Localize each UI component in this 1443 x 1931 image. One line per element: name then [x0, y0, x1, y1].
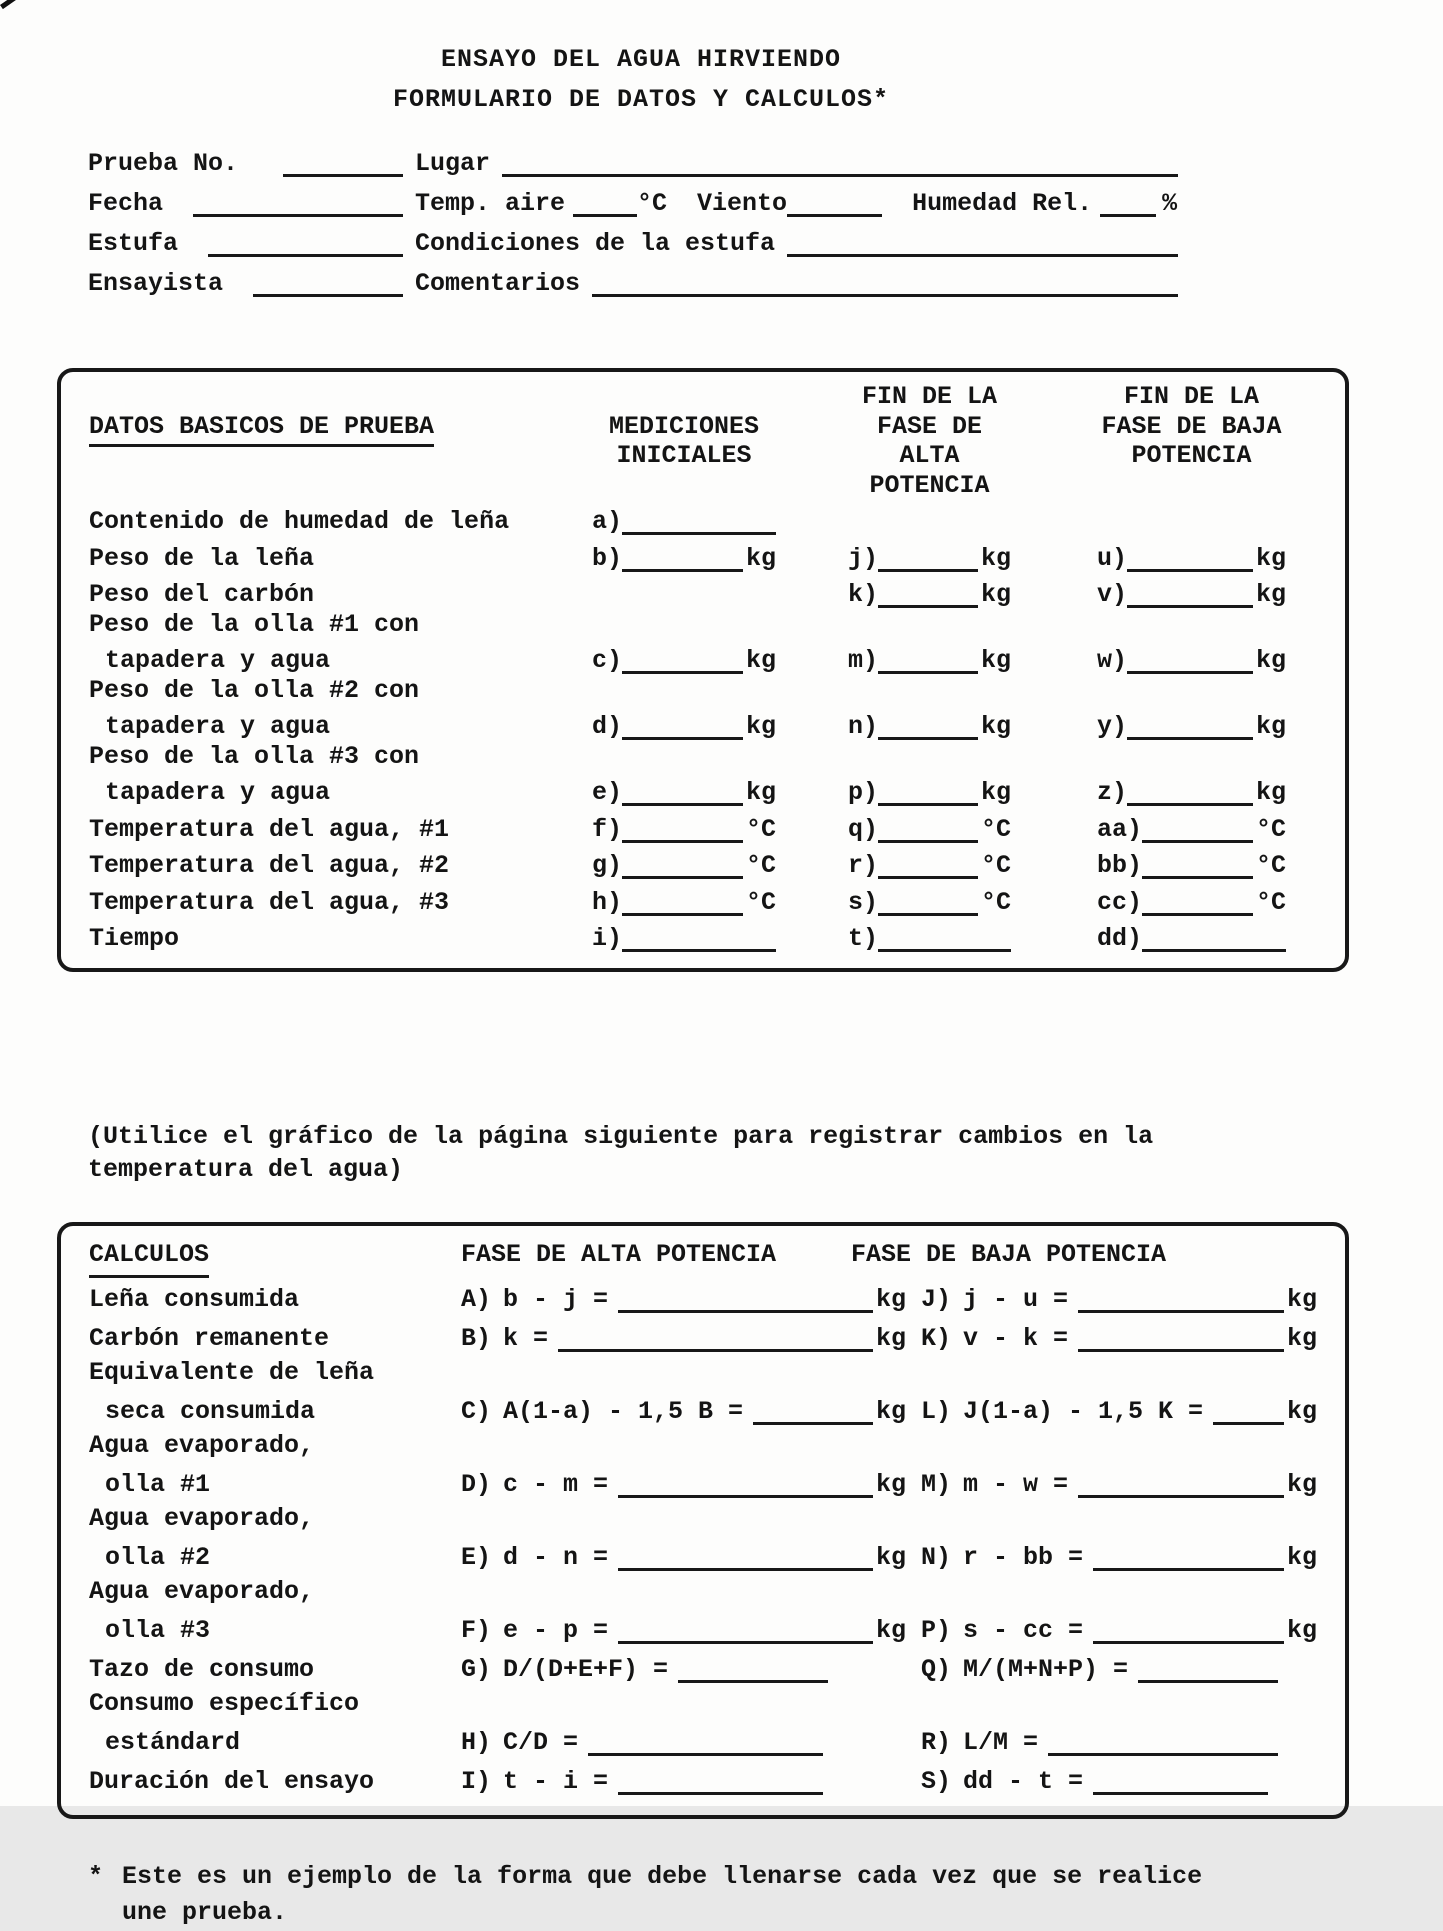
calc-tag: I) [461, 1766, 492, 1796]
header-row-1 [0, 142, 1178, 182]
calc-row [89, 1648, 1317, 1687]
field-unit: kg [745, 543, 776, 573]
field-unit: °C [1255, 887, 1286, 917]
calc-unit: kg [1286, 1323, 1317, 1353]
field-unit: kg [980, 712, 1011, 741]
ensayista-blank[interactable] [253, 269, 403, 297]
comentarios-label: Comentarios [415, 269, 581, 298]
calc-tag: N) [921, 1542, 952, 1572]
fill-in-blank[interactable] [678, 1655, 828, 1683]
field-tag: d) [592, 712, 623, 741]
row-label: Tiempo [89, 924, 180, 953]
graph-note-line2: temperatura del agua) [88, 1154, 404, 1184]
calc-formula: dd - t = [963, 1766, 1084, 1796]
field-tag: g) [592, 851, 623, 880]
fill-in-blank[interactable] [618, 1285, 873, 1313]
calc-tag: E) [461, 1542, 492, 1572]
row-label: Temperatura del agua, #2 [89, 851, 450, 880]
calc-formula: d - n = [503, 1542, 609, 1572]
fill-in-blank[interactable] [622, 507, 776, 535]
calc-row [89, 1317, 1317, 1356]
calculos-box [57, 1222, 1349, 1819]
calc-tag: B) [461, 1323, 492, 1353]
fill-in-blank[interactable] [622, 778, 743, 806]
temp-aire-unit: °C [637, 189, 668, 218]
field-tag: w) [1097, 646, 1128, 675]
header-row-3 [0, 222, 1178, 262]
footnote-line1: Este es un ejemplo de la forma que debe llenarse cada vez que se realice [122, 1861, 1203, 1891]
calc-row [89, 1390, 1317, 1429]
field-tag: p) [848, 778, 879, 807]
header-row-4 [0, 262, 1178, 302]
fill-in-blank[interactable] [1142, 815, 1253, 843]
header-row-2 [0, 182, 1178, 222]
fill-in-blank[interactable] [622, 924, 776, 952]
row-label: Equivalente de leña [89, 1357, 375, 1387]
field-tag: cc) [1097, 887, 1143, 917]
calc-tag: K) [921, 1323, 952, 1353]
calc-tag: D) [461, 1469, 492, 1499]
humedad-label: Humedad Rel. [912, 189, 1093, 218]
calc-formula: L/M = [963, 1727, 1039, 1757]
row-label: Carbón remanente [89, 1323, 330, 1353]
calc-row [89, 1463, 1317, 1502]
table-row [89, 881, 1317, 918]
fill-in-blank[interactable] [558, 1324, 873, 1352]
field-tag: h) [592, 887, 623, 917]
col-alta-line2: FASE DE ALTA [876, 411, 983, 470]
temp-aire-blank[interactable] [573, 189, 637, 217]
field-unit: kg [745, 778, 776, 807]
calc-formula: m - w = [963, 1469, 1069, 1499]
table-row [89, 808, 1317, 845]
humedad-blank[interactable] [1100, 189, 1156, 217]
row-label: seca consumida [105, 1396, 316, 1426]
fill-in-blank[interactable] [878, 851, 978, 879]
calc-tag: P) [921, 1615, 952, 1645]
calc-row [89, 1429, 1317, 1463]
form-title [0, 0, 1282, 120]
col-baja-line1: FIN DE LA [1123, 382, 1260, 411]
footnote-line2: une prueba. [122, 1897, 288, 1927]
table-row [89, 676, 1317, 706]
table-row [89, 537, 1317, 574]
calc-unit: kg [875, 1284, 906, 1314]
field-tag: t) [848, 924, 879, 953]
calc-unit: kg [1286, 1542, 1317, 1572]
calc-tag: R) [921, 1727, 952, 1757]
col-baja-line2: FASE DE BAJA [1101, 411, 1282, 441]
row-label: Agua evaporado, [89, 1503, 315, 1533]
table-row [89, 573, 1317, 610]
calc-col-alta-header: FASE DE ALTA POTENCIA [461, 1239, 777, 1269]
row-label: Peso de la olla #3 con [89, 741, 420, 771]
calc-formula: r - bb = [963, 1542, 1084, 1572]
field-unit: °C [980, 851, 1011, 880]
calc-tag: C) [461, 1396, 492, 1426]
calc-unit: kg [875, 1542, 906, 1572]
field-unit: kg [1255, 543, 1286, 573]
footnote-asterisk: * [88, 1861, 104, 1891]
humedad-unit: % [1162, 189, 1178, 218]
calc-row [89, 1687, 1317, 1721]
fill-in-blank[interactable] [622, 888, 743, 916]
row-label: Peso del carbón [89, 580, 315, 609]
calculos-section-title: CALCULOS [89, 1238, 209, 1278]
calc-formula: A(1-a) - 1,5 B = [503, 1396, 744, 1426]
field-unit: kg [1255, 778, 1286, 807]
field-tag: b) [592, 543, 623, 573]
fill-in-blank[interactable] [622, 544, 743, 572]
graph-note-line1: (Utilice el gráfico de la página siguiente para registrar cambios en la [88, 1121, 1154, 1151]
fill-in-blank[interactable] [878, 646, 978, 674]
field-unit: °C [745, 887, 776, 917]
fill-in-blank[interactable] [1127, 544, 1253, 572]
fill-in-blank[interactable] [588, 1728, 823, 1756]
field-tag: k) [848, 580, 879, 609]
fecha-label: Fecha [88, 189, 164, 218]
row-label: Duración del ensayo [89, 1766, 375, 1796]
fill-in-blank[interactable] [1142, 851, 1253, 879]
fill-in-blank[interactable] [1138, 1655, 1278, 1683]
calc-row [89, 1356, 1317, 1390]
fill-in-blank[interactable] [1093, 1767, 1268, 1795]
fill-in-blank[interactable] [1048, 1728, 1278, 1756]
row-label: Agua evaporado, [89, 1430, 315, 1460]
fill-in-blank[interactable] [1142, 888, 1253, 916]
calc-tag: M) [921, 1469, 952, 1499]
table-row [89, 500, 1317, 537]
calc-tag: G) [461, 1654, 492, 1684]
calc-formula: b - j = [503, 1284, 609, 1314]
fill-in-blank[interactable] [1142, 924, 1286, 952]
footnote [0, 1859, 1443, 1931]
field-unit: kg [1255, 712, 1286, 741]
fill-in-blank[interactable] [618, 1470, 873, 1498]
field-unit: kg [980, 580, 1011, 609]
field-tag: bb) [1097, 851, 1143, 880]
calc-formula: D/(D+E+F) = [503, 1654, 669, 1684]
row-label: Contenido de humedad de leña [89, 507, 510, 536]
field-unit: kg [980, 543, 1011, 573]
calc-unit: kg [875, 1323, 906, 1353]
calc-formula: e - p = [503, 1615, 609, 1645]
viento-label: Viento [697, 189, 788, 218]
row-label: Peso de la leña [89, 543, 315, 573]
field-tag: q) [848, 814, 879, 844]
table-row [89, 705, 1317, 742]
field-tag: n) [848, 712, 879, 741]
condiciones-blank[interactable] [787, 229, 1178, 257]
fill-in-blank[interactable] [878, 888, 978, 916]
fill-in-blank[interactable] [1093, 1543, 1284, 1571]
calc-formula: k = [503, 1323, 549, 1353]
fill-in-blank[interactable] [753, 1397, 873, 1425]
fill-in-blank[interactable] [878, 544, 978, 572]
calc-tag: J) [921, 1284, 952, 1314]
row-label: olla #1 [105, 1469, 211, 1499]
calculos-header-row [89, 1238, 1317, 1278]
calc-unit: kg [875, 1615, 906, 1645]
field-tag: y) [1097, 712, 1128, 741]
fill-in-blank[interactable] [618, 1543, 873, 1571]
field-unit: kg [1255, 580, 1286, 609]
field-tag: a) [592, 507, 623, 536]
table-row [89, 639, 1317, 676]
field-tag: v) [1097, 580, 1128, 609]
calc-tag: Q) [921, 1654, 952, 1684]
field-tag: e) [592, 778, 623, 807]
field-tag: r) [848, 851, 879, 880]
lugar-label: Lugar [415, 149, 491, 178]
field-unit: °C [980, 814, 1011, 844]
fill-in-blank[interactable] [1213, 1397, 1284, 1425]
row-label: tapadera y agua [105, 712, 331, 741]
prueba-no-blank[interactable] [283, 149, 403, 177]
calc-formula: s - cc = [963, 1615, 1084, 1645]
col-alta-line1: FIN DE LA [861, 382, 998, 411]
calc-formula: J(1-a) - 1,5 K = [963, 1396, 1204, 1426]
row-label: Tazo de consumo [89, 1654, 315, 1684]
fill-in-blank[interactable] [1127, 646, 1253, 674]
field-unit: °C [745, 814, 776, 844]
col-iniciales-line1: MEDICIONES [608, 411, 760, 441]
fill-in-blank[interactable] [1127, 580, 1253, 608]
fill-in-blank[interactable] [1078, 1470, 1284, 1498]
col-baja-line3: POTENCIA [1131, 441, 1252, 470]
comentarios-blank[interactable] [592, 269, 1178, 297]
prueba-no-label: Prueba No. [88, 149, 239, 178]
fill-in-blank[interactable] [878, 580, 978, 608]
fill-in-blank[interactable] [622, 815, 743, 843]
fill-in-blank[interactable] [618, 1767, 823, 1795]
field-unit: kg [1255, 646, 1286, 675]
row-label: olla #2 [105, 1542, 211, 1572]
form-title-line2: FORMULARIO DE DATOS Y CALCULOS* [392, 85, 890, 114]
calc-tag: S) [921, 1766, 952, 1796]
row-label: Temperatura del agua, #3 [89, 887, 450, 917]
fill-in-blank[interactable] [622, 646, 743, 674]
calc-unit: kg [1286, 1284, 1317, 1314]
viento-blank[interactable] [787, 189, 882, 217]
calc-tag: L) [921, 1396, 952, 1426]
field-unit: kg [745, 646, 776, 675]
fill-in-blank[interactable] [1078, 1324, 1284, 1352]
field-tag: u) [1097, 543, 1128, 573]
calc-unit: kg [875, 1396, 906, 1426]
field-unit: °C [1255, 814, 1286, 844]
header-fields [0, 142, 1443, 302]
field-unit: °C [1255, 851, 1286, 880]
field-tag: dd) [1097, 924, 1143, 953]
estufa-label: Estufa [88, 229, 179, 258]
calc-tag: H) [461, 1727, 492, 1757]
field-tag: z) [1097, 778, 1128, 807]
fill-in-blank[interactable] [878, 778, 978, 806]
lugar-blank[interactable] [502, 149, 1178, 177]
fill-in-blank[interactable] [878, 712, 978, 740]
fill-in-blank[interactable] [622, 712, 743, 740]
col-alta-line3: POTENCIA [869, 470, 990, 500]
calc-row [89, 1760, 1317, 1799]
calc-row [89, 1536, 1317, 1575]
temp-aire-label: Temp. aire [415, 189, 566, 218]
fill-in-blank[interactable] [1127, 778, 1253, 806]
row-label: tapadera y agua [105, 778, 331, 807]
form-title-line1: ENSAYO DEL AGUA HIRVIENDO [440, 45, 842, 74]
field-unit: °C [745, 851, 776, 880]
row-label: Peso de la olla #1 con [89, 609, 420, 639]
datos-section-title: DATOS BASICOS DE PRUEBA [89, 412, 434, 448]
calc-row [89, 1502, 1317, 1536]
field-unit: kg [745, 712, 776, 741]
table-row [89, 771, 1317, 808]
datos-header-row [89, 382, 1317, 500]
field-tag: c) [592, 646, 623, 675]
fill-in-blank[interactable] [1078, 1285, 1284, 1313]
calc-col-baja-header: FASE DE BAJA POTENCIA [851, 1239, 1167, 1269]
calc-formula: v - k = [963, 1323, 1069, 1353]
condiciones-label: Condiciones de la estufa [415, 229, 776, 258]
calc-formula: c - m = [503, 1469, 609, 1499]
calc-row [89, 1721, 1317, 1760]
field-tag: i) [592, 924, 623, 953]
calc-formula: M/(M+N+P) = [963, 1654, 1129, 1684]
calc-formula: C/D = [503, 1727, 579, 1757]
table-row [89, 917, 1317, 954]
table-row [89, 610, 1317, 640]
calc-row [89, 1609, 1317, 1648]
calc-formula: t - i = [503, 1766, 609, 1796]
fecha-blank[interactable] [193, 189, 403, 217]
field-tag: aa) [1097, 814, 1143, 844]
row-label: Consumo específico [89, 1688, 360, 1718]
row-label: estándard [105, 1727, 241, 1757]
calc-tag: F) [461, 1615, 492, 1645]
row-label: Agua evaporado, [89, 1576, 315, 1606]
field-tag: j) [848, 543, 879, 573]
estufa-blank[interactable] [208, 229, 403, 257]
field-unit: kg [980, 646, 1011, 675]
row-label: Temperatura del agua, #1 [89, 814, 450, 844]
graph-note [0, 1120, 1443, 1186]
calc-formula: j - u = [963, 1284, 1069, 1314]
ensayista-label: Ensayista [88, 269, 224, 298]
fill-in-blank[interactable] [878, 815, 978, 843]
field-tag: s) [848, 887, 879, 917]
calc-unit: kg [875, 1469, 906, 1499]
table-row [89, 742, 1317, 772]
fill-in-blank[interactable] [1127, 712, 1253, 740]
calc-tag: A) [461, 1284, 492, 1314]
calc-row [89, 1575, 1317, 1609]
calc-row [89, 1278, 1317, 1317]
calc-unit: kg [1286, 1469, 1317, 1499]
field-tag: f) [592, 814, 623, 844]
row-label: tapadera y agua [105, 646, 331, 675]
field-unit: °C [980, 887, 1011, 917]
datos-basicos-box [57, 368, 1349, 972]
row-label: Leña consumida [89, 1284, 300, 1314]
table-row [89, 844, 1317, 881]
calc-unit: kg [1286, 1396, 1317, 1426]
field-unit: kg [980, 778, 1011, 807]
col-iniciales-line2: INICIALES [616, 441, 752, 470]
calc-unit: kg [1286, 1615, 1317, 1645]
fill-in-blank[interactable] [618, 1616, 873, 1644]
row-label: olla #3 [105, 1615, 211, 1645]
fill-in-blank[interactable] [878, 924, 1011, 952]
fill-in-blank[interactable] [622, 851, 743, 879]
field-tag: m) [848, 646, 879, 675]
row-label: Peso de la olla #2 con [89, 675, 420, 705]
fill-in-blank[interactable] [1093, 1616, 1284, 1644]
